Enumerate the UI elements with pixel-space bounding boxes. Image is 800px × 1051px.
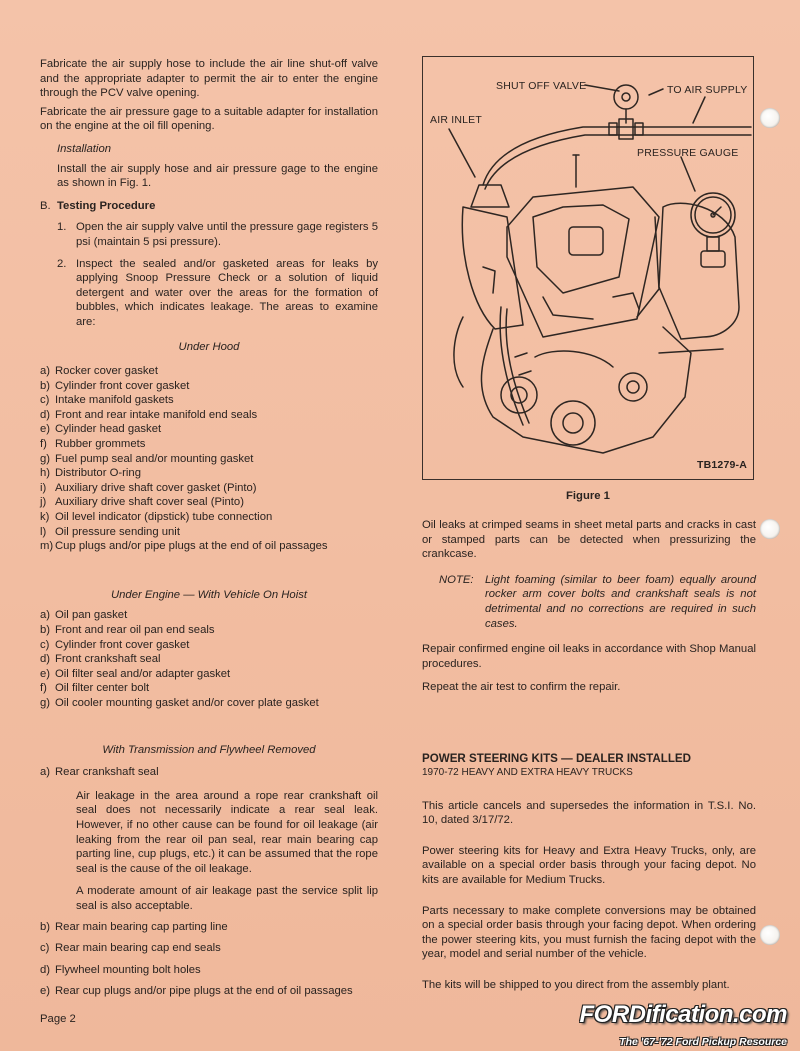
list-item-label: i) — [40, 481, 47, 494]
list-item-text: Flywheel mounting bolt holes — [55, 963, 201, 976]
section-b-heading — [40, 199, 378, 214]
list-item-label: e) — [40, 423, 51, 436]
list-item-label: c) — [40, 394, 50, 407]
installation-text: Install the air supply hose and air pressure gage to the engine as shown in Fig. 1. — [57, 162, 378, 190]
list-item-text: Rear main bearing cap parting line — [55, 920, 228, 933]
list-item — [40, 481, 378, 496]
list-item — [40, 466, 378, 481]
figure-code: TB1279-A — [697, 459, 748, 471]
step-2 — [40, 257, 378, 330]
list-item-text: Auxiliary drive shaft cover gasket (Pinto) — [55, 481, 257, 494]
figure-1-box — [422, 56, 754, 480]
intro-paragraph-2: Fabricate the air pressure gage to a suitable adapter for installation on the engine at the oil fill opening. — [40, 105, 378, 133]
list-item-label: g) — [40, 696, 51, 709]
shutoff-valve-label: SHUT OFF VALVE — [496, 80, 587, 92]
list-item-label: e) — [40, 985, 51, 998]
list-item-label: d) — [40, 653, 51, 666]
list-item-text: Rear crankshaft seal — [55, 766, 159, 779]
list-item-label: b) — [40, 920, 51, 933]
list-item — [40, 681, 378, 696]
brand-tagline: The '67-'72 Ford Pickup Resource — [619, 1036, 787, 1048]
list-item-label: c) — [40, 638, 50, 651]
crimped-seams-paragraph: Oil leaks at crimped seams in sheet metal parts and cracks in cast or stamped parts can be detected when pressurizing the crankcase. — [422, 519, 756, 561]
list-item-label: f) — [40, 438, 47, 451]
power-steering-paragraph-1: This article cancels and supersedes the information in T.S.I. No. 10, dated 3/17/72. — [422, 799, 756, 827]
power-steering-paragraph-3: Parts necessary to make complete conversions may be obtained on a special order basis through your facing depot. When ordering the power steering kits, you must furnish the facing depot with the year, model and serial number of the vehicle. — [422, 904, 756, 961]
list-item-label: b) — [40, 624, 51, 636]
list-item-text: Oil filter seal and/or adapter gasket — [55, 667, 231, 680]
binder-hole — [760, 519, 780, 539]
split-lip-paragraph: A moderate amount of air leakage past the service split lip seal is also acceptable. — [76, 885, 378, 912]
brand-logo-text: FORDification.com — [579, 1001, 787, 1028]
list-item — [40, 393, 378, 408]
list-item-label: f) — [40, 682, 47, 695]
list-item-text: Cylinder front cover gasket — [55, 379, 190, 392]
list-item-text: Rocker cover gasket — [55, 365, 158, 378]
list-item-text: Oil pan gasket — [55, 609, 128, 622]
list-item-text: Intake manifold gaskets — [55, 394, 174, 407]
section-b-title: Testing Procedure — [57, 199, 156, 212]
left-column — [40, 57, 378, 1006]
section-b-label: B. — [40, 199, 51, 212]
list-item — [40, 963, 378, 978]
step-text: Open the air supply valve until the pressure gage registers 5 psi (maintain 5 psi pressure). — [76, 221, 378, 248]
list-item-label: c) — [40, 942, 50, 955]
brand-watermark — [570, 1001, 795, 1048]
list-item — [40, 539, 378, 554]
power-steering-title: POWER STEERING KITS — DEALER INSTALLED — [422, 751, 692, 765]
list-item-label: a) — [40, 609, 51, 622]
list-item-text: Cylinder head gasket — [55, 423, 162, 436]
list-item — [40, 452, 378, 467]
list-item — [40, 667, 378, 682]
list-item — [40, 920, 378, 935]
list-item-label: d) — [40, 408, 51, 421]
repair-paragraph: Repair confirmed engine oil leaks in accordance with Shop Manual procedures. — [422, 643, 756, 670]
list-item — [40, 941, 378, 956]
power-steering-paragraph-4: The kits will be shipped to you direct from the assembly plant. — [422, 978, 730, 991]
list-item-text: Fuel pump seal and/or mounting gasket — [55, 452, 254, 465]
intro-paragraph-1: Fabricate the air supply hose to include the air line shut-off valve and the appropriate adapter to permit the air to enter the engine through the PCV valve opening. — [40, 58, 378, 100]
list-item — [40, 437, 378, 452]
list-item — [40, 984, 378, 999]
list-item — [40, 422, 378, 437]
step-number: 2. — [57, 257, 67, 270]
list-item-label: m) — [40, 540, 54, 553]
note-label: NOTE: — [439, 573, 474, 586]
list-item — [40, 696, 378, 711]
under-hood-heading: Under Hood — [178, 340, 240, 353]
list-item — [40, 608, 378, 623]
note-block — [422, 573, 756, 631]
under-engine-list — [40, 608, 378, 710]
list-item-label: l) — [40, 525, 47, 538]
list-item — [40, 765, 378, 780]
step-text: Inspect the sealed and/or gasketed areas for leaks by applying Snoop Pressure Check or a solution of liquid detergent and water over the areas for the formation of bubbles, which indicates leakage. The areas to examine are: — [76, 257, 378, 328]
list-item-text: Cup plugs and/or pipe plugs at the end of oil passages — [55, 540, 328, 553]
list-item-text: Front crankshaft seal — [55, 653, 161, 666]
rope-seal-paragraph: Air leakage in the area around a rope rear crankshaft oil seal does not necessarily indicate a rear seal leak. However, if no other cause can be found for oil leakage (air leaking from the rear oil pan seal, rear main bearing cap parting line, cup plugs, etc.) it can be assumed that the rope seal is the cause of the oil leakage. — [76, 789, 378, 875]
binder-hole — [760, 925, 780, 945]
air-supply-label: TO AIR SUPPLY — [667, 84, 748, 96]
list-item-label: d) — [40, 963, 51, 976]
step-number: 1. — [57, 221, 67, 234]
list-item-text: Oil pressure sending unit — [55, 525, 180, 538]
list-item-label: a) — [40, 365, 51, 378]
list-item-text: Rear main bearing cap end seals — [55, 942, 221, 955]
list-item — [40, 364, 378, 379]
right-column — [422, 518, 756, 992]
list-item — [40, 379, 378, 394]
transmission-heading: With Transmission and Flywheel Removed — [102, 743, 316, 756]
pressure-gauge-label: PRESSURE GAUGE — [637, 147, 739, 159]
power-steering-paragraph-2: Power steering kits for Heavy and Extra Heavy Trucks, only, are available on a special order basis through your facing depot. No kits are available for Medium Trucks. — [422, 844, 756, 886]
list-item-text: Oil level indicator (dipstick) tube connection — [55, 511, 273, 524]
list-item — [40, 652, 378, 667]
list-item — [40, 510, 378, 525]
list-item-label: j) — [40, 496, 47, 509]
list-item-text: Oil filter center bolt — [55, 682, 150, 695]
power-steering-subtitle: 1970-72 HEAVY AND EXTRA HEAVY TRUCKS — [422, 766, 633, 778]
list-item-text: Oil cooler mounting gasket and/or cover plate gasket — [55, 696, 319, 709]
list-item-text: Front and rear intake manifold end seals — [55, 408, 258, 421]
list-item-label: g) — [40, 452, 51, 465]
page-number: Page 2 — [40, 1013, 76, 1025]
step-1 — [40, 220, 378, 249]
list-item-label: h) — [40, 467, 51, 480]
repeat-paragraph: Repeat the air test to confirm the repair. — [422, 681, 621, 694]
note-text: Light foaming (similar to beer foam) equally around rocker arm cover bolts and crankshaft seals is not detrimental and no corrections are required in such cases. — [485, 573, 756, 630]
air-inlet-label: AIR INLET — [430, 114, 482, 126]
under-engine-heading: Under Engine — With Vehicle On Hoist — [110, 588, 307, 601]
list-item-label: a) — [40, 766, 51, 779]
list-item-text: Front and rear oil pan end seals — [55, 624, 215, 636]
list-item-label: e) — [40, 667, 51, 680]
list-item — [40, 408, 378, 423]
list-item-text: Cylinder front cover gasket — [55, 638, 190, 651]
list-item-label: b) — [40, 379, 51, 392]
list-item-text: Auxiliary drive shaft cover seal (Pinto) — [55, 496, 244, 509]
list-item — [40, 525, 378, 540]
list-item-text: Rubber grommets — [55, 438, 146, 451]
binder-hole — [760, 108, 780, 128]
list-item-text: Rear cup plugs and/or pipe plugs at the end of oil passages — [55, 985, 353, 998]
list-item — [40, 638, 378, 653]
list-item — [40, 495, 378, 510]
transmission-list — [40, 920, 378, 999]
installation-heading: Installation — [57, 142, 112, 155]
list-item — [40, 623, 378, 638]
list-item-text: Distributor O-ring — [55, 467, 142, 480]
figure-caption: Figure 1 — [566, 490, 610, 502]
list-item-label: k) — [40, 511, 50, 524]
under-hood-list — [40, 364, 378, 554]
